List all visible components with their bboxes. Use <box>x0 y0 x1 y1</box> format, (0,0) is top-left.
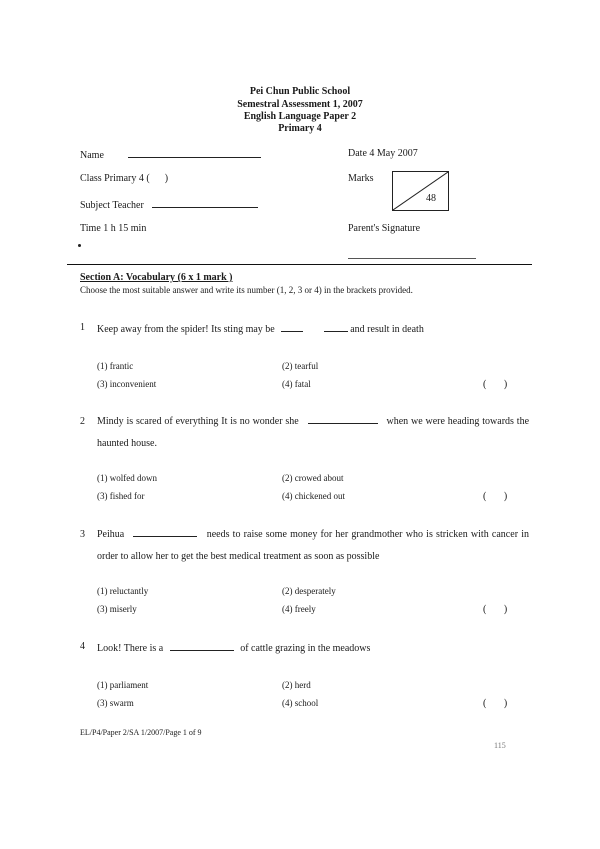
stray-mark <box>78 244 81 247</box>
subject-teacher-field[interactable] <box>80 198 258 211</box>
question-text-1 <box>97 322 424 335</box>
school-name: Pei Chun Public School <box>249 86 351 97</box>
question-text-2 <box>97 411 529 455</box>
paper-title: English Language Paper 2 <box>243 111 357 122</box>
time-label: Time <box>80 223 101 234</box>
option-4-3: (3) swarm <box>97 698 134 708</box>
time-field <box>80 223 146 234</box>
divider-rule <box>67 264 532 265</box>
marks-total: 48 <box>426 193 436 204</box>
section-instruction: Choose the most suitable answer and write its number (1, 2, 3 or 4) in the brackets provided. <box>80 285 413 295</box>
option-1-2: (2) tearful <box>282 361 319 371</box>
answer-blank-3[interactable] <box>133 527 197 537</box>
answer-bracket-1[interactable]: ( ) <box>483 379 508 390</box>
option-2-1: (1) wolfed down <box>97 473 157 483</box>
question-4-text-before: Look! There is a <box>97 643 164 654</box>
question-3-text-before: Peihua <box>97 529 125 540</box>
question-number-1: 1 <box>80 322 85 333</box>
marks-box[interactable] <box>392 171 449 211</box>
answer-bracket-4[interactable]: ( ) <box>483 698 508 709</box>
name-blank[interactable] <box>128 148 261 158</box>
answer-blank-1b[interactable] <box>324 322 348 332</box>
marks-diagonal <box>393 172 448 210</box>
answer-blank-1a[interactable] <box>281 322 303 332</box>
option-3-2: (2) desperately <box>282 586 336 596</box>
option-3-4: (4) freely <box>282 604 316 614</box>
option-1-1: (1) frantic <box>97 361 134 371</box>
date-label: Date <box>348 148 367 159</box>
question-text-3 <box>97 524 529 568</box>
date-field <box>348 148 418 159</box>
option-2-3: (3) fished for <box>97 491 145 501</box>
level-title: Primary 4 <box>278 123 322 134</box>
option-4-4: (4) school <box>282 698 319 708</box>
answer-bracket-3[interactable]: ( ) <box>483 604 508 615</box>
class-field[interactable] <box>80 173 168 184</box>
option-2-4: (4) chickened out <box>282 491 345 501</box>
date-value: 4 May 2007 <box>369 148 418 159</box>
question-number-4: 4 <box>80 641 85 652</box>
question-number-3: 3 <box>80 529 85 540</box>
option-3-1: (1) reluctantly <box>97 586 149 596</box>
class-label: Class <box>80 173 102 184</box>
subject-teacher-blank[interactable] <box>152 198 258 208</box>
answer-blank-2[interactable] <box>308 414 378 424</box>
name-label: Name <box>80 150 104 161</box>
assessment-title: Semestral Assessment 1, 2007 <box>237 99 363 110</box>
answer-bracket-2[interactable]: ( ) <box>483 491 508 502</box>
subject-teacher-label: Subject Teacher <box>80 200 144 211</box>
answer-blank-4[interactable] <box>170 641 234 651</box>
question-2-text-after: when we were heading towards the haunted house. <box>97 416 530 449</box>
question-4-text-after: of cattle grazing in the meadows <box>240 643 371 654</box>
marks-label: Marks <box>348 173 374 184</box>
option-3-3: (3) miserly <box>97 604 137 614</box>
page-mark: 115 <box>494 741 506 750</box>
option-4-2: (2) herd <box>282 680 311 690</box>
option-1-3: (3) inconvenient <box>97 379 157 389</box>
parent-signature-line[interactable] <box>348 258 476 259</box>
question-3-text-after: needs to raise some money for her grandmother who is stricken with cancer in order to allow her to get the best medical treatment as soon as possible <box>97 529 530 562</box>
footer-code: EL/P4/Paper 2/SA 1/2007/Page 1 of 9 <box>80 728 202 737</box>
time-value: 1 h 15 min <box>103 223 147 234</box>
parent-signature-label: Parent's Signature <box>348 223 421 234</box>
section-title: Section A: Vocabulary (6 x 1 mark ) <box>80 272 233 283</box>
option-1-4: (4) fatal <box>282 379 311 389</box>
question-2-text-before: Mindy is scared of everything It is no wonder she <box>97 416 299 427</box>
question-1-text-before: Keep away from the spider! Its sting may be <box>97 324 275 335</box>
name-field[interactable] <box>80 148 261 161</box>
question-1-text-after: and result in death <box>350 324 424 335</box>
question-text-4 <box>97 641 370 654</box>
option-2-2: (2) crowed about <box>282 473 344 483</box>
class-value: Primary 4 ( ) <box>104 173 169 184</box>
question-number-2: 2 <box>80 416 85 427</box>
option-4-1: (1) parliament <box>97 680 149 690</box>
